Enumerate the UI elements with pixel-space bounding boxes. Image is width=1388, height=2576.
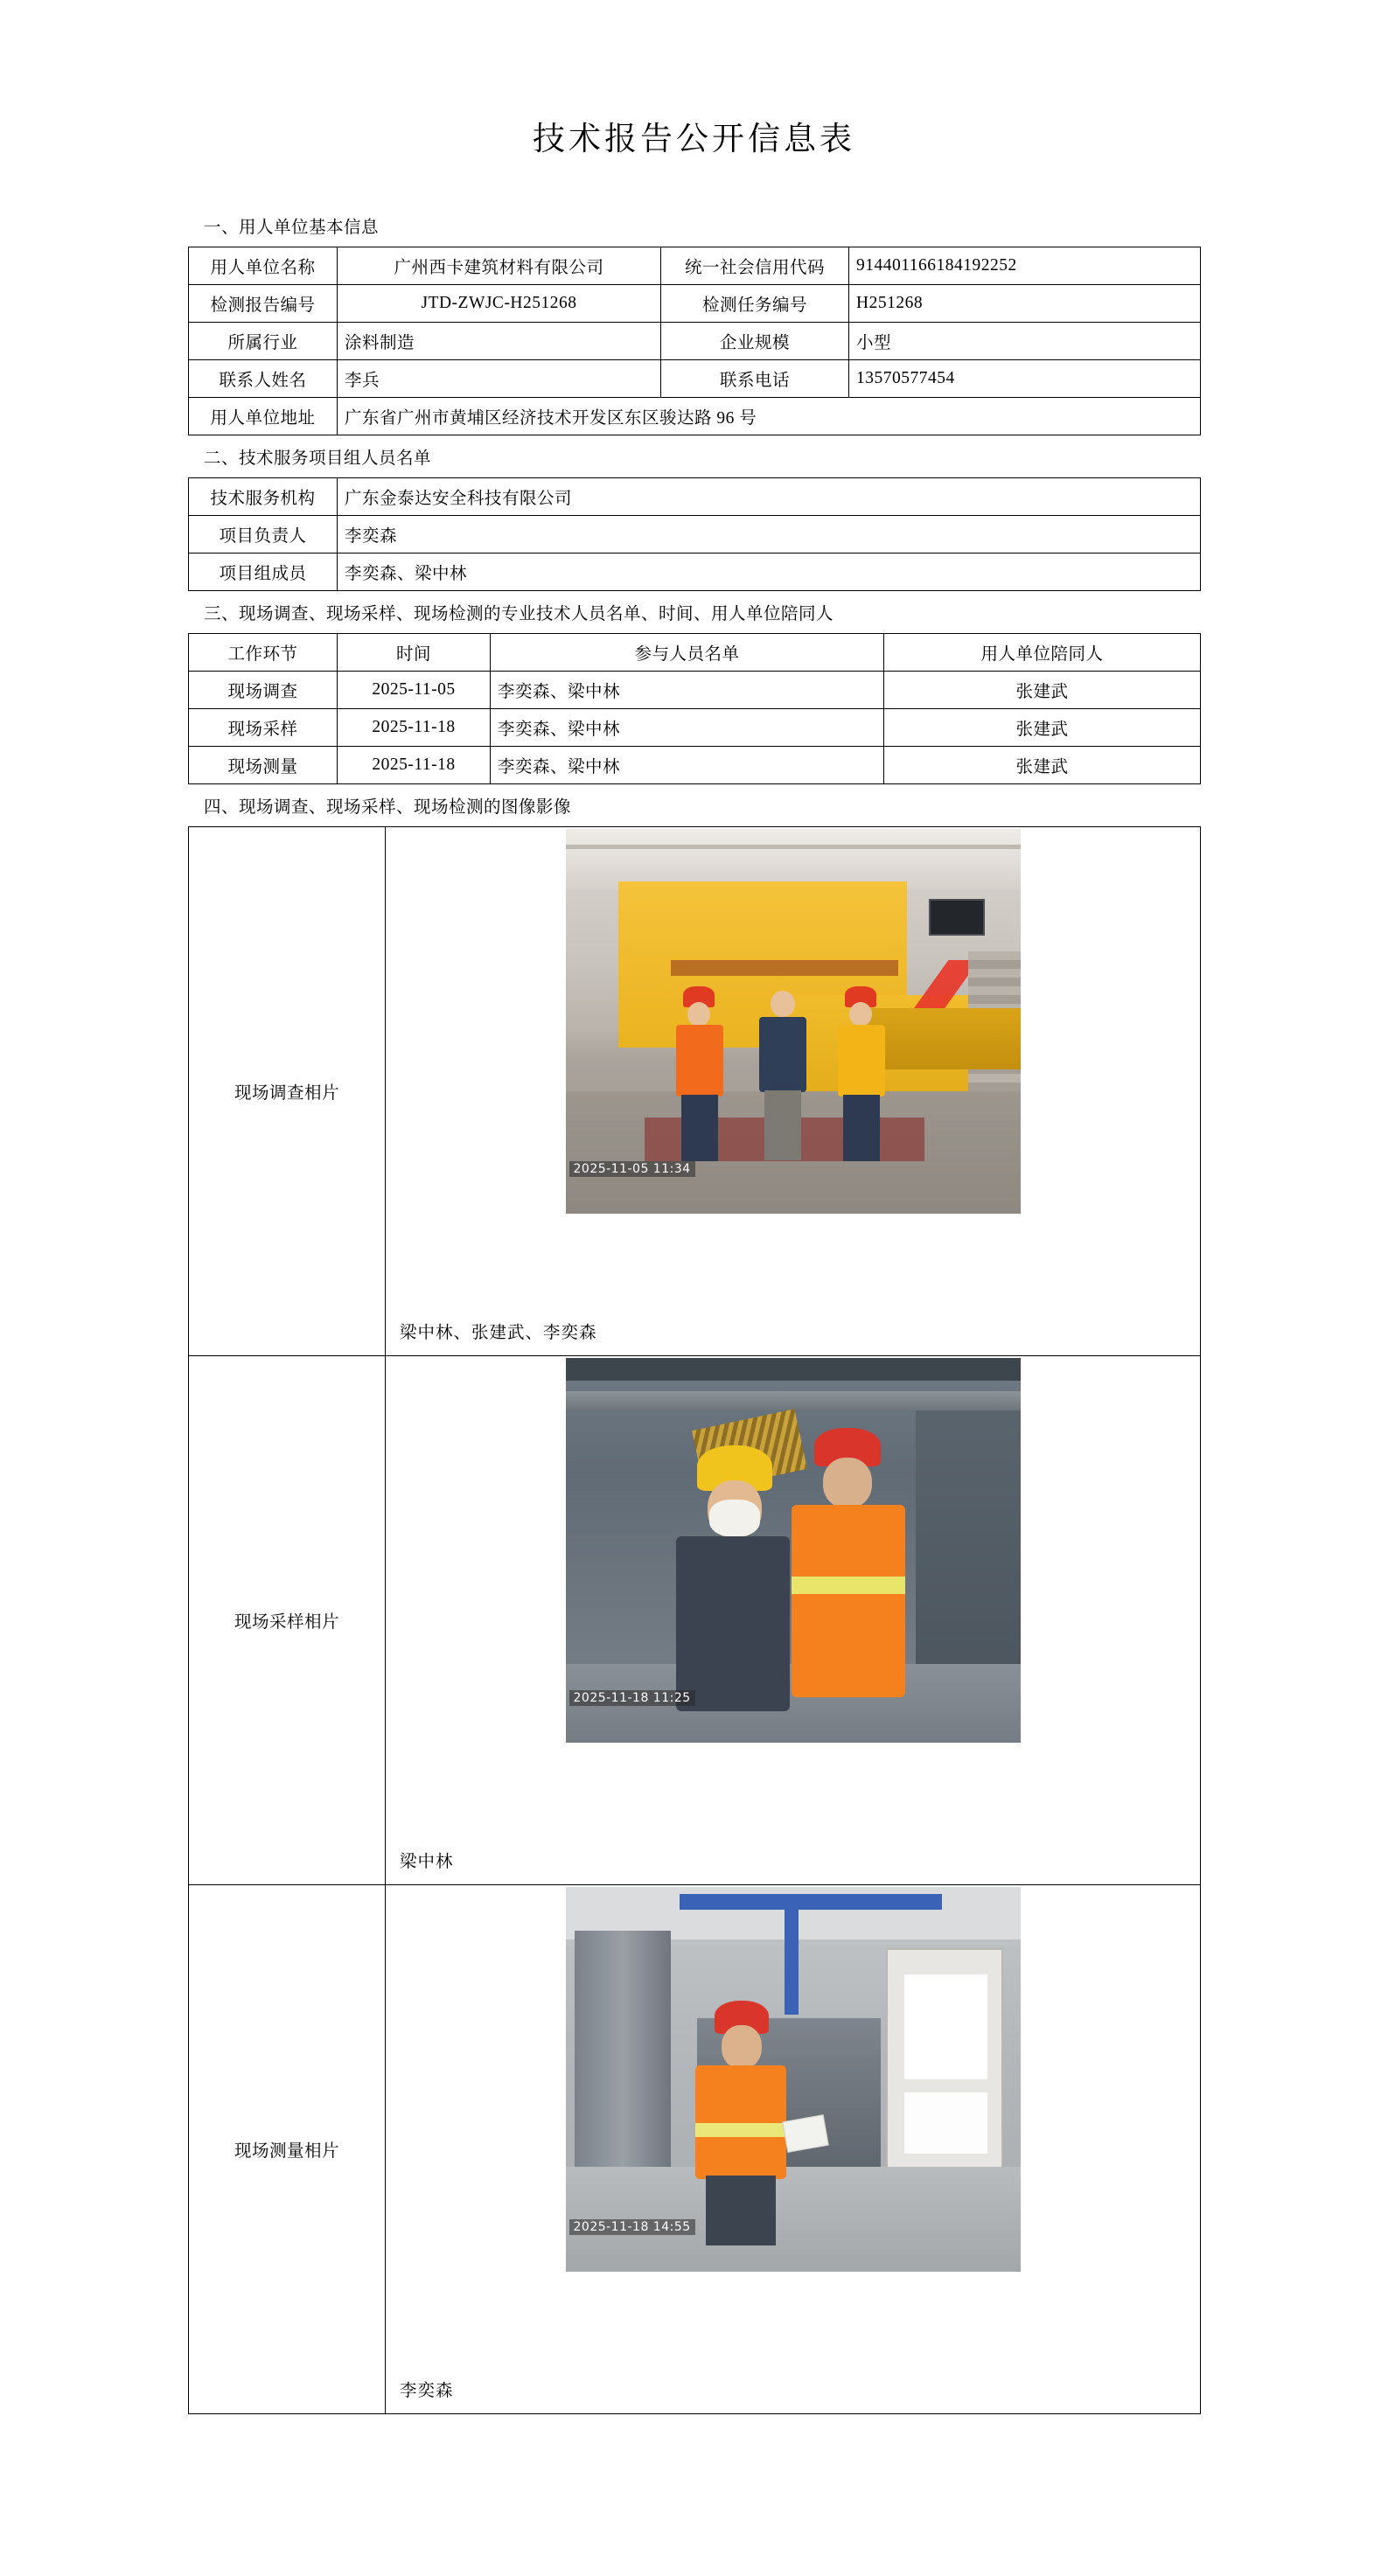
- stage-value: 现场调查: [189, 672, 338, 709]
- section-heading-2: 二、技术服务项目组人员名单: [204, 449, 432, 468]
- photo-evidence-table: [188, 826, 1201, 2414]
- section-heading-3: 三、现场调查、现场采样、现场检测的专业技术人员名单、时间、用人单位陪同人: [204, 605, 834, 623]
- contact-name-label: 联系人姓名: [189, 360, 338, 398]
- address-value: 广东省广州市黄埔区经济技术开发区东区骏达路 96 号: [338, 398, 1201, 435]
- contact-phone-label: 联系电话: [661, 360, 849, 398]
- project-lead-value: 李奕森: [338, 516, 1201, 553]
- staff-value: 李奕森、梁中林: [491, 672, 884, 709]
- photo-cell-sampling: [386, 1356, 1201, 1885]
- table-row: [189, 672, 1201, 709]
- industry-value: 涂料制造: [338, 323, 661, 360]
- photo-cell-survey: [386, 827, 1201, 1356]
- stage-value: 现场测量: [189, 747, 338, 784]
- table-row: [189, 709, 1201, 747]
- contact-name-value: 李兵: [338, 360, 661, 398]
- table-row: [189, 323, 1201, 360]
- photo-timestamp: 2025-11-18 11:25: [569, 1690, 695, 1706]
- industry-label: 所属行业: [189, 323, 338, 360]
- service-org-label: 技术服务机构: [189, 478, 338, 516]
- project-members-label: 项目组成员: [189, 553, 338, 591]
- photo-label-sampling: 现场采样相片: [189, 1356, 386, 1885]
- date-value: 2025-11-18: [338, 709, 491, 747]
- photo-survey: [566, 829, 1021, 1214]
- photo-caption-survey: 梁中林、张建武、李奕森: [400, 1324, 597, 1342]
- escort-value: 张建武: [884, 709, 1201, 747]
- enterprise-scale-label: 企业规模: [661, 323, 849, 360]
- task-number-value: H251268: [849, 285, 1201, 323]
- table-row: [189, 553, 1201, 591]
- address-label: 用人单位地址: [189, 398, 338, 435]
- table-row: [189, 247, 1201, 285]
- table-row: [189, 360, 1201, 398]
- table-row: [189, 478, 1201, 516]
- photo-label-survey: 现场调查相片: [189, 827, 386, 1356]
- photo-timestamp: 2025-11-18 14:55: [569, 2219, 695, 2235]
- column-header-date: 时间: [338, 634, 491, 672]
- employer-info-table: [188, 247, 1201, 435]
- employer-name-label: 用人单位名称: [189, 247, 338, 285]
- table-row: [189, 1885, 1201, 2414]
- report-number-value: JTD-ZWJC-H251268: [338, 285, 661, 323]
- column-header-escort: 用人单位陪同人: [884, 634, 1201, 672]
- project-team-table: [188, 477, 1201, 591]
- staff-value: 李奕森、梁中林: [491, 747, 884, 784]
- photo-cell-measurement: [386, 1885, 1201, 2414]
- date-value: 2025-11-05: [338, 672, 491, 709]
- scene-sampling: [566, 1358, 1021, 1743]
- table-header-row: [189, 634, 1201, 672]
- photo-caption-measurement: 李奕森: [400, 2382, 454, 2400]
- photo-measurement: [566, 1887, 1021, 2272]
- employer-name-value: 广州西卡建筑材料有限公司: [338, 247, 661, 285]
- contact-phone-value: 13570577454: [849, 360, 1201, 398]
- column-header-stage: 工作环节: [189, 634, 338, 672]
- section-heading-4: 四、现场调查、现场采样、现场检测的图像影像: [204, 798, 572, 817]
- report-number-label: 检测报告编号: [189, 285, 338, 323]
- page-title: 技术报告公开信息表: [533, 122, 855, 157]
- table-row: [189, 827, 1201, 1356]
- task-number-label: 检测任务编号: [661, 285, 849, 323]
- table-row: [189, 747, 1201, 784]
- table-row: [189, 398, 1201, 435]
- photo-label-measurement: 现场测量相片: [189, 1885, 386, 2414]
- table-row: [189, 1356, 1201, 1885]
- table-row: [189, 285, 1201, 323]
- stage-value: 现场采样: [189, 709, 338, 747]
- service-org-value: 广东金泰达安全科技有限公司: [338, 478, 1201, 516]
- staff-value: 李奕森、梁中林: [491, 709, 884, 747]
- escort-value: 张建武: [884, 672, 1201, 709]
- photo-timestamp: 2025-11-05 11:34: [569, 1161, 695, 1177]
- project-lead-label: 项目负责人: [189, 516, 338, 553]
- escort-value: 张建武: [884, 747, 1201, 784]
- enterprise-scale-value: 小型: [849, 323, 1201, 360]
- scene-machine-room: [566, 1887, 1021, 2272]
- section-heading-1: 一、用人单位基本信息: [204, 219, 380, 237]
- credit-code-label: 统一社会信用代码: [661, 247, 849, 285]
- table-row: [189, 516, 1201, 553]
- date-value: 2025-11-18: [338, 747, 491, 784]
- scene-lobby: [566, 829, 1021, 1214]
- column-header-staff: 参与人员名单: [491, 634, 884, 672]
- credit-code-value: 914401166184192252: [849, 247, 1201, 285]
- photo-sampling: [566, 1358, 1021, 1743]
- project-members-value: 李奕森、梁中林: [338, 553, 1201, 591]
- photo-caption-sampling: 梁中林: [400, 1853, 454, 1871]
- field-work-table: [188, 633, 1201, 784]
